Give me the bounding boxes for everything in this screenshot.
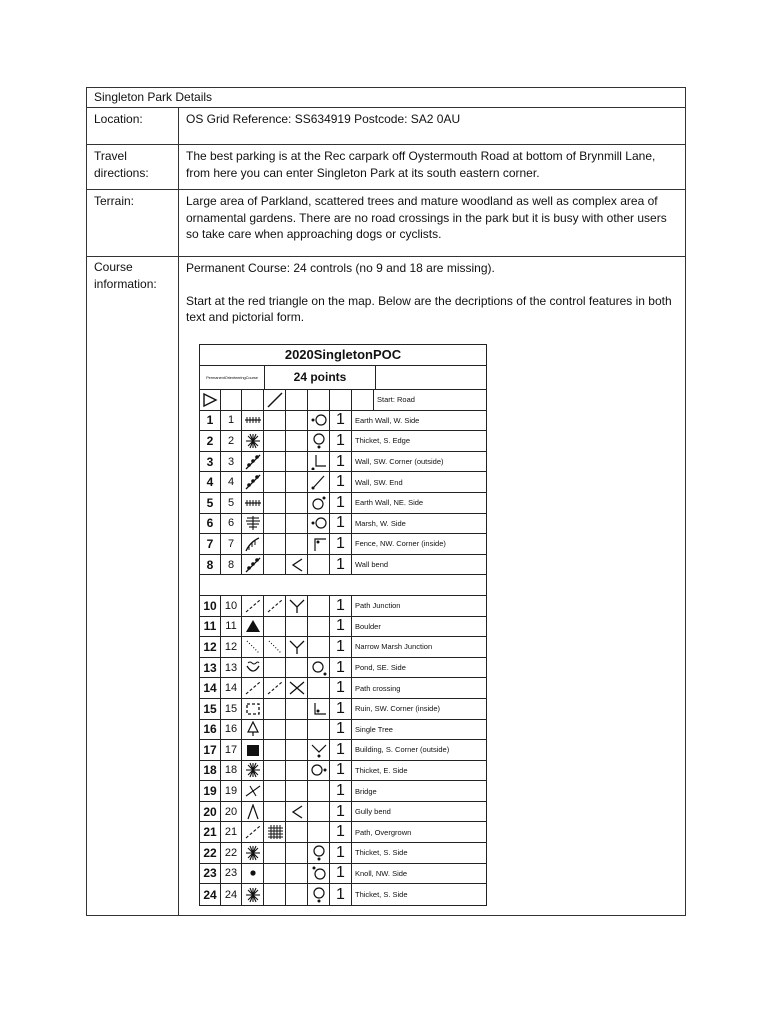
control-text: Wall, SW. End <box>355 477 403 487</box>
control-shape <box>286 472 308 492</box>
control-text: Path Junction <box>355 601 401 611</box>
control-code: 23 <box>221 864 242 884</box>
control-feature-symbol <box>242 884 264 905</box>
start-text: Start: Road <box>377 395 415 405</box>
control-shape <box>286 555 308 575</box>
control-shape <box>286 452 308 472</box>
control-quantity: 1 <box>330 781 352 801</box>
start-triangle-icon <box>200 390 221 410</box>
control-feature-detail <box>264 884 286 905</box>
control-code: 20 <box>221 802 242 822</box>
control-feature-symbol <box>242 740 264 760</box>
control-number: 1 <box>200 411 221 431</box>
control-text: Thicket, E. Side <box>355 765 408 775</box>
control-number: 3 <box>200 452 221 472</box>
control-row <box>200 555 486 576</box>
control-feature-symbol <box>242 596 264 616</box>
bend-icon <box>288 804 306 820</box>
control-row <box>200 534 486 555</box>
control-row <box>200 411 486 432</box>
control-text: Bridge <box>355 786 377 796</box>
points-label: 24 points <box>265 366 376 389</box>
control-code: 7 <box>221 534 242 554</box>
control-position <box>308 761 330 781</box>
control-quantity: 1 <box>330 740 352 760</box>
control-feature-detail <box>264 431 286 451</box>
control-number: 5 <box>200 493 221 513</box>
course-line-1: Permanent Course: 24 controls (no 9 and 18 are missing). <box>186 261 495 275</box>
control-feature-detail <box>264 596 286 616</box>
control-text: Earth Wall, NE. Side <box>355 498 424 508</box>
terrain-value: Large area of Parkland, scattered trees and mature woodland as well as complex area of ornamental gardens. There are no road crossings in the park but it is busy with other users so take care when approaching dogs or cyclists. <box>186 194 667 241</box>
control-feature-symbol <box>242 699 264 719</box>
control-position <box>308 596 330 616</box>
control-shape <box>286 822 308 842</box>
control-quantity: 1 <box>330 472 352 492</box>
control-row <box>200 884 486 905</box>
control-feature-detail <box>264 411 286 431</box>
table-caption: Singleton Park Details <box>94 90 213 104</box>
control-number: 15 <box>200 699 221 719</box>
wall-icon <box>244 474 262 490</box>
boulder-icon <box>244 618 262 634</box>
sheet-title: 2020SingletonPOC <box>200 345 486 366</box>
control-position <box>308 822 330 842</box>
control-code: 3 <box>221 452 242 472</box>
control-row <box>200 678 486 699</box>
control-text: Marsh, W. Side <box>355 518 406 528</box>
path-icon <box>266 598 284 614</box>
control-quantity: 1 <box>330 802 352 822</box>
course-line-2: Start at the red triangle on the map. Below are the decriptions of the control features in both text and pictorial form. <box>186 293 672 324</box>
control-text: Ruin, SW. Corner (inside) <box>355 704 441 714</box>
junction-icon <box>288 598 306 614</box>
tree-icon <box>244 721 262 737</box>
overgrown-icon <box>266 824 284 840</box>
control-quantity: 1 <box>330 514 352 534</box>
control-number: 23 <box>200 864 221 884</box>
control-feature-symbol <box>242 411 264 431</box>
swo-position-icon <box>310 454 328 470</box>
control-feature-symbol <box>242 452 264 472</box>
control-row <box>200 822 486 843</box>
control-shape <box>286 411 308 431</box>
control-number: 11 <box>200 617 221 637</box>
control-quantity: 1 <box>330 699 352 719</box>
control-code: 2 <box>221 431 242 451</box>
control-row <box>200 514 486 535</box>
control-position <box>308 514 330 534</box>
swend-position-icon <box>310 474 328 490</box>
control-quantity: 1 <box>330 678 352 698</box>
control-text: Thicket, S. Side <box>355 890 408 900</box>
control-row <box>200 431 486 452</box>
control-feature-symbol <box>242 431 264 451</box>
control-position <box>308 699 330 719</box>
w-position-icon <box>310 515 328 531</box>
control-feature-symbol <box>242 658 264 678</box>
control-row <box>200 699 486 720</box>
ruin-icon <box>244 701 262 717</box>
terrain-row <box>87 189 685 256</box>
path-icon <box>244 680 262 696</box>
path-icon <box>244 824 262 840</box>
thicket-icon <box>244 433 262 449</box>
control-code: 18 <box>221 761 242 781</box>
control-row <box>200 493 486 514</box>
control-code: 6 <box>221 514 242 534</box>
control-text: Earth Wall, W. Side <box>355 415 420 425</box>
nwi-position-icon <box>310 536 328 552</box>
control-text: Narrow Marsh Junction <box>355 642 433 652</box>
control-row <box>200 802 486 823</box>
control-feature-symbol <box>242 534 264 554</box>
control-feature-detail <box>264 761 286 781</box>
travel-row <box>87 144 685 189</box>
control-code: 17 <box>221 740 242 760</box>
control-row <box>200 452 486 473</box>
earthwall-icon <box>244 412 262 428</box>
control-number: 16 <box>200 720 221 740</box>
control-position <box>308 781 330 801</box>
control-position <box>308 493 330 513</box>
control-text: Wall, SW. Corner (outside) <box>355 457 444 467</box>
terrain-label: Terrain: <box>87 190 179 256</box>
crossing-icon <box>288 680 306 696</box>
control-number: 12 <box>200 637 221 657</box>
control-position <box>308 884 330 905</box>
nw-position-icon <box>310 865 328 881</box>
junction-icon <box>288 639 306 655</box>
control-feature-symbol <box>242 678 264 698</box>
control-text: Pond, SE. Side <box>355 663 406 673</box>
path-icon <box>244 598 262 614</box>
control-position <box>308 534 330 554</box>
control-feature-symbol <box>242 802 264 822</box>
control-quantity: 1 <box>330 411 352 431</box>
control-feature-symbol <box>242 617 264 637</box>
control-position <box>308 472 330 492</box>
control-number: 21 <box>200 822 221 842</box>
control-feature-detail <box>264 452 286 472</box>
control-position <box>308 843 330 863</box>
subheader-blank <box>376 366 486 389</box>
control-shape <box>286 658 308 678</box>
control-number: 20 <box>200 802 221 822</box>
control-position <box>308 637 330 657</box>
wall-icon <box>244 454 262 470</box>
control-shape <box>286 740 308 760</box>
s-position-icon <box>310 845 328 861</box>
control-shape <box>286 864 308 884</box>
course-code-label: PermanentOrienteeringCourse <box>200 366 265 389</box>
control-feature-detail <box>264 720 286 740</box>
control-code: 10 <box>221 596 242 616</box>
control-shape <box>286 761 308 781</box>
control-text: Thicket, S. Side <box>355 848 408 858</box>
so-position-icon <box>310 742 328 758</box>
control-code: 22 <box>221 843 242 863</box>
control-position <box>308 740 330 760</box>
control-shape <box>286 884 308 905</box>
control-text: Path, Overgrown <box>355 827 412 837</box>
control-shape <box>286 596 308 616</box>
road-icon <box>264 390 286 410</box>
control-feature-symbol <box>242 843 264 863</box>
control-quantity: 1 <box>330 822 352 842</box>
marsh-icon <box>244 515 262 531</box>
control-row <box>200 658 486 679</box>
control-number: 24 <box>200 884 221 905</box>
control-quantity: 1 <box>330 452 352 472</box>
control-feature-symbol <box>242 555 264 575</box>
control-feature-detail <box>264 637 286 657</box>
control-feature-detail <box>264 472 286 492</box>
location-row <box>87 107 685 144</box>
control-shape <box>286 534 308 554</box>
control-quantity: 1 <box>330 493 352 513</box>
control-quantity: 1 <box>330 534 352 554</box>
control-number: 22 <box>200 843 221 863</box>
control-text: Knoll, NW. Side <box>355 868 408 878</box>
control-feature-detail <box>264 781 286 801</box>
control-quantity: 1 <box>330 617 352 637</box>
control-feature-detail <box>264 822 286 842</box>
control-quantity: 1 <box>330 864 352 884</box>
control-position <box>308 555 330 575</box>
wall-icon <box>244 557 262 573</box>
control-shape <box>286 678 308 698</box>
control-text: Boulder <box>355 621 381 631</box>
missing-control-separator <box>200 575 486 596</box>
control-feature-symbol <box>242 637 264 657</box>
bridge-icon <box>244 783 262 799</box>
thicket-icon <box>244 845 262 861</box>
control-shape <box>286 617 308 637</box>
control-feature-detail <box>264 617 286 637</box>
control-number: 19 <box>200 781 221 801</box>
control-feature-symbol <box>242 822 264 842</box>
control-code: 19 <box>221 781 242 801</box>
control-code: 8 <box>221 555 242 575</box>
control-row <box>200 720 486 741</box>
control-code: 21 <box>221 822 242 842</box>
control-description-sheet <box>199 344 487 906</box>
control-code: 24 <box>221 884 242 905</box>
control-quantity: 1 <box>330 761 352 781</box>
control-text: Gully bend <box>355 807 391 817</box>
control-feature-symbol <box>242 720 264 740</box>
control-position <box>308 658 330 678</box>
control-feature-detail <box>264 534 286 554</box>
control-shape <box>286 843 308 863</box>
control-feature-detail <box>264 678 286 698</box>
travel-value: The best parking is at the Rec carpark off Oystermouth Road at bottom of Brynmill Lane, from here you can enter Singleton Park at its south eastern corner. <box>186 149 656 180</box>
s-position-icon <box>310 433 328 449</box>
w-position-icon <box>310 412 328 428</box>
location-label: Location: <box>87 108 179 144</box>
building-icon <box>244 742 262 758</box>
swi-position-icon <box>310 701 328 717</box>
control-quantity: 1 <box>330 658 352 678</box>
control-number: 8 <box>200 555 221 575</box>
control-feature-detail <box>264 493 286 513</box>
control-position <box>308 431 330 451</box>
control-feature-symbol <box>242 864 264 884</box>
earthwall-icon <box>244 495 262 511</box>
control-row <box>200 781 486 802</box>
course-label: Course information: <box>87 257 179 915</box>
control-feature-symbol <box>242 514 264 534</box>
control-row <box>200 761 486 782</box>
control-code: 15 <box>221 699 242 719</box>
ne-position-icon <box>310 495 328 511</box>
control-feature-detail <box>264 555 286 575</box>
control-code: 13 <box>221 658 242 678</box>
control-number: 13 <box>200 658 221 678</box>
thicket-icon <box>244 887 262 903</box>
control-feature-detail <box>264 864 286 884</box>
pond-icon <box>244 660 262 676</box>
control-row <box>200 617 486 638</box>
control-position <box>308 452 330 472</box>
se-position-icon <box>310 660 328 676</box>
control-feature-symbol <box>242 493 264 513</box>
control-row <box>200 864 486 885</box>
control-shape <box>286 431 308 451</box>
control-quantity: 1 <box>330 555 352 575</box>
control-shape <box>286 493 308 513</box>
control-quantity: 1 <box>330 884 352 905</box>
control-feature-symbol <box>242 761 264 781</box>
control-position <box>308 720 330 740</box>
control-feature-detail <box>264 802 286 822</box>
control-feature-detail <box>264 658 286 678</box>
control-number: 14 <box>200 678 221 698</box>
control-feature-symbol <box>242 781 264 801</box>
fence-icon <box>244 536 262 552</box>
control-position <box>308 802 330 822</box>
control-row <box>200 472 486 493</box>
control-code: 5 <box>221 493 242 513</box>
travel-label: Travel directions: <box>87 145 179 189</box>
bend-icon <box>288 557 306 573</box>
control-text: Wall bend <box>355 560 389 570</box>
control-position <box>308 678 330 698</box>
control-text: Fence, NW. Corner (inside) <box>355 539 446 549</box>
control-row <box>200 637 486 658</box>
control-shape <box>286 699 308 719</box>
control-quantity: 1 <box>330 720 352 740</box>
control-shape <box>286 781 308 801</box>
control-position <box>308 617 330 637</box>
control-number: 10 <box>200 596 221 616</box>
control-code: 12 <box>221 637 242 657</box>
control-code: 16 <box>221 720 242 740</box>
control-text: Path crossing <box>355 683 401 693</box>
control-position <box>308 864 330 884</box>
thicket-icon <box>244 762 262 778</box>
control-text: Thicket, S. Edge <box>355 436 411 446</box>
control-shape <box>286 514 308 534</box>
s-position-icon <box>310 887 328 903</box>
location-value: OS Grid Reference: SS634919 Postcode: SA2 0AU <box>186 112 461 126</box>
control-quantity: 1 <box>330 843 352 863</box>
control-quantity: 1 <box>330 637 352 657</box>
control-quantity: 1 <box>330 431 352 451</box>
control-text: Building, S. Corner (outside) <box>355 745 450 755</box>
control-shape <box>286 802 308 822</box>
control-row <box>200 843 486 864</box>
control-text: Single Tree <box>355 724 393 734</box>
control-number: 4 <box>200 472 221 492</box>
control-feature-symbol <box>242 472 264 492</box>
control-quantity: 1 <box>330 596 352 616</box>
control-feature-detail <box>264 740 286 760</box>
control-number: 17 <box>200 740 221 760</box>
caption-row <box>87 88 685 107</box>
control-number: 18 <box>200 761 221 781</box>
control-feature-detail <box>264 843 286 863</box>
control-number: 6 <box>200 514 221 534</box>
sheet-subheader <box>200 366 486 390</box>
control-row <box>200 740 486 761</box>
control-code: 14 <box>221 678 242 698</box>
start-row <box>200 390 486 411</box>
control-code: 11 <box>221 617 242 637</box>
marshline-icon <box>266 639 284 655</box>
control-position <box>308 411 330 431</box>
control-shape <box>286 637 308 657</box>
knoll-icon <box>244 865 262 881</box>
control-row <box>200 596 486 617</box>
control-feature-detail <box>264 699 286 719</box>
control-rows <box>200 411 486 905</box>
control-code: 4 <box>221 472 242 492</box>
gully-icon <box>244 804 262 820</box>
e-position-icon <box>310 762 328 778</box>
control-feature-detail <box>264 514 286 534</box>
control-code: 1 <box>221 411 242 431</box>
control-number: 2 <box>200 431 221 451</box>
control-shape <box>286 720 308 740</box>
marshline-icon <box>244 639 262 655</box>
path-icon <box>266 680 284 696</box>
control-number: 7 <box>200 534 221 554</box>
